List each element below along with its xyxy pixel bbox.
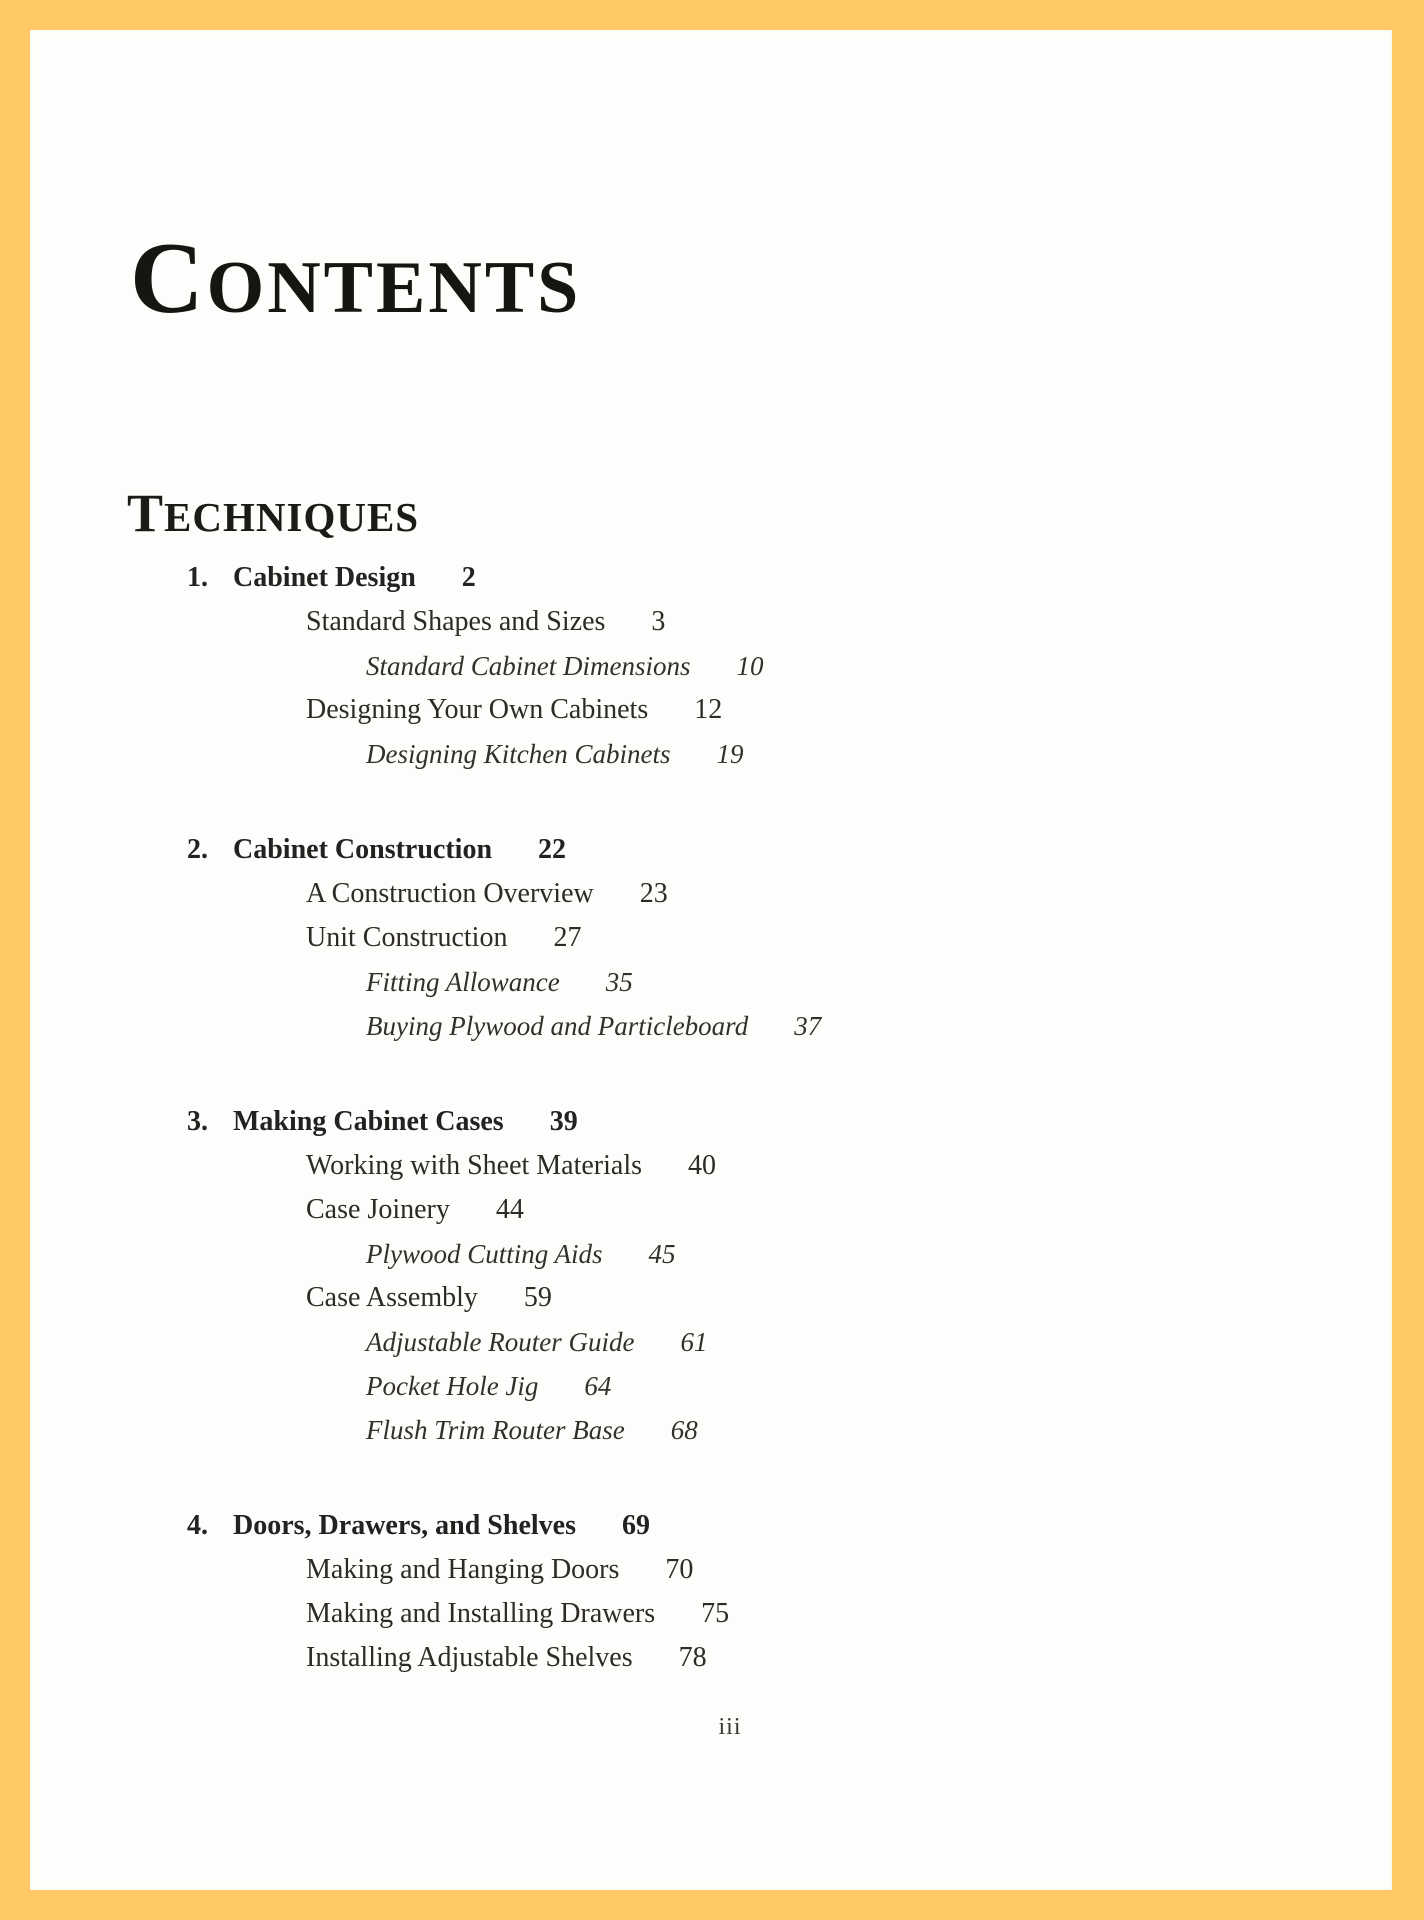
toc-entry-line (30, 1636, 1392, 1680)
toc-entry-title: Unit Construction (306, 922, 508, 953)
toc-page-number: 19 (716, 739, 744, 769)
toc-chapter-block (30, 556, 1392, 776)
toc-entry-title: Pocket Hole Jig (366, 1371, 539, 1401)
toc-entry-line (30, 688, 1392, 732)
page-title-rest: ONTENTS (206, 247, 582, 329)
toc-entry-line (30, 1408, 1392, 1452)
toc-entry-line (30, 1232, 1392, 1276)
toc-chapter-line (30, 1504, 1392, 1548)
toc-chapter-title: Making Cabinet Cases (233, 1106, 504, 1137)
toc-chapter-line (30, 1100, 1392, 1144)
toc-chapter-title: Cabinet Construction (233, 834, 493, 865)
toc-chapter-number: 2. (187, 834, 208, 865)
toc-entry-title: Designing Your Own Cabinets (306, 694, 649, 725)
toc-entry-title: Installing Adjustable Shelves (306, 1642, 633, 1673)
toc-entry-line (30, 916, 1392, 960)
toc-entry-line (30, 1004, 1392, 1048)
toc-page-number: 44 (495, 1194, 524, 1225)
toc-entry-title: Fitting Allowance (366, 967, 560, 997)
toc-entry-title: Adjustable Router Guide (366, 1327, 635, 1357)
toc-entry-line (30, 600, 1392, 644)
toc-entry-title: Making and Hanging Doors (306, 1554, 620, 1585)
toc-chapter-title: Doors, Drawers, and Shelves (233, 1510, 576, 1541)
toc-chapter-number: 1. (187, 562, 208, 593)
toc-entry-line (30, 1188, 1392, 1232)
toc-entry-title: Working with Sheet Materials (306, 1150, 643, 1181)
page-title (130, 222, 582, 335)
toc-page-number: 37 (794, 1011, 822, 1041)
toc-entry-line (30, 644, 1392, 688)
toc-page-number: 35 (605, 967, 633, 997)
section-heading-rest: ECHNIQUES (164, 494, 420, 540)
toc-entry-title: Making and Installing Drawers (306, 1598, 656, 1629)
section-heading-techniques (127, 483, 420, 543)
toc-entry-line (30, 960, 1392, 1004)
book-page (30, 30, 1392, 1890)
toc-page-number: 2 (461, 562, 476, 593)
toc-chapter-block (30, 828, 1392, 1048)
toc-page-number: 59 (523, 1282, 552, 1313)
toc-entry-title: Plywood Cutting Aids (366, 1239, 603, 1269)
toc-chapter-number: 3. (187, 1106, 208, 1137)
section-heading-initial: T (127, 483, 165, 543)
toc-list (30, 556, 1392, 1680)
toc-page-number: 68 (670, 1415, 698, 1445)
toc-page-number: 45 (648, 1239, 676, 1269)
toc-page-number: 22 (538, 834, 567, 865)
toc-entry-line (30, 732, 1392, 776)
toc-page-number: 78 (678, 1642, 707, 1673)
toc-entry-line (30, 1364, 1392, 1408)
toc-page-number: 23 (639, 878, 668, 909)
toc-entry-line (30, 1548, 1392, 1592)
toc-entry-line (30, 1320, 1392, 1364)
toc-entry-title: Standard Cabinet Dimensions (366, 651, 691, 681)
page-title-initial: C (130, 222, 207, 335)
toc-entry-title: Buying Plywood and Particleboard (366, 1011, 749, 1041)
toc-entry-title: Case Assembly (306, 1282, 478, 1313)
toc-page-number: 69 (622, 1510, 650, 1541)
toc-page-number: 27 (553, 922, 582, 953)
toc-page-number: 12 (694, 694, 723, 725)
toc-entry-title: A Construction Overview (306, 878, 594, 909)
toc-entry-line (30, 1144, 1392, 1188)
toc-entry-line (30, 872, 1392, 916)
toc-page-number: 75 (701, 1598, 730, 1629)
toc-entry-line (30, 1592, 1392, 1636)
toc-chapter-line (30, 556, 1392, 600)
toc-page-number: 70 (665, 1554, 694, 1585)
toc-page-number: 10 (736, 651, 764, 681)
toc-chapter-line (30, 828, 1392, 872)
toc-page-number: 61 (680, 1327, 708, 1357)
toc-page-number: 40 (688, 1150, 717, 1181)
toc-entry-title: Standard Shapes and Sizes (306, 606, 606, 637)
toc-chapter-number: 4. (187, 1510, 208, 1541)
toc-page-number: 3 (651, 606, 666, 637)
toc-chapter-block (30, 1100, 1392, 1452)
toc-chapter-block (30, 1504, 1392, 1680)
toc-entry-title: Case Joinery (306, 1194, 450, 1225)
toc-entry-title: Designing Kitchen Cabinets (366, 739, 671, 769)
toc-entry-title: Flush Trim Router Base (366, 1415, 625, 1445)
toc-page-number: 64 (584, 1371, 612, 1401)
toc-chapter-title: Cabinet Design (233, 562, 416, 593)
page-folio: iii (718, 1714, 742, 1740)
toc-page-number: 39 (549, 1106, 578, 1137)
toc-entry-line (30, 1276, 1392, 1320)
